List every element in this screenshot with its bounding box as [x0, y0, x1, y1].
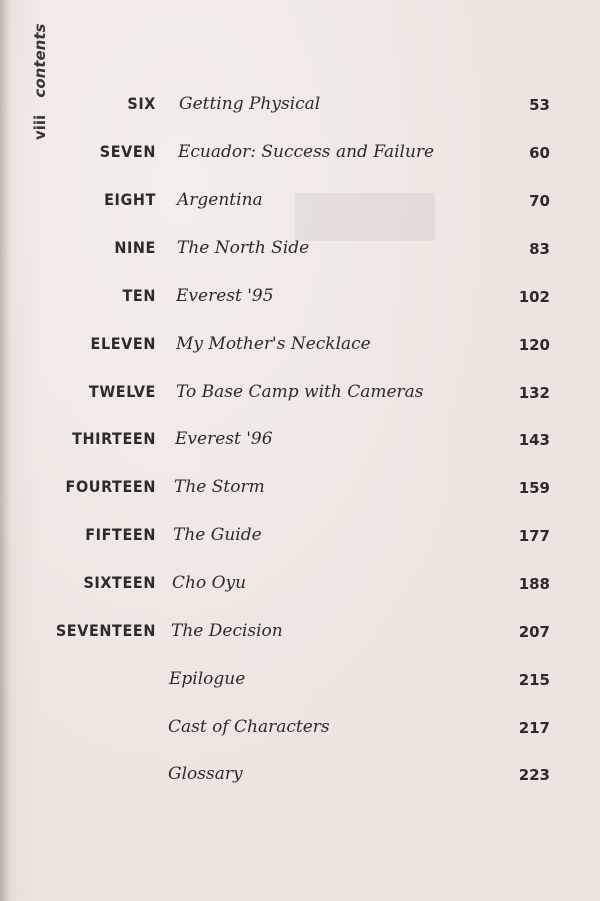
page-number: 207	[518, 623, 550, 641]
chapter-title: Everest '95	[176, 286, 274, 306]
toc-entry	[0, 525, 600, 555]
chapter-title: The Guide	[173, 525, 262, 545]
chapter-title: Ecuador: Success and Failure	[178, 142, 435, 162]
toc-entry	[0, 764, 600, 794]
page-number: 188	[518, 575, 550, 593]
chapter-number: FOURTEEN	[65, 477, 156, 496]
chapter-title: To Base Camp with Cameras	[176, 382, 424, 402]
toc-entry	[0, 573, 600, 603]
toc-entry	[0, 477, 600, 507]
toc-entry	[0, 190, 600, 220]
toc-entry	[0, 94, 600, 124]
running-head-section: contents	[31, 23, 49, 98]
chapter-number: FIFTEEN	[85, 525, 156, 544]
page-number: 102	[518, 288, 550, 306]
toc-entry	[0, 429, 600, 459]
chapter-title: Everest '96	[175, 429, 273, 449]
page-number: 83	[529, 240, 550, 258]
toc-entry	[0, 334, 600, 364]
page-number: 177	[518, 527, 550, 545]
page-number: 143	[518, 431, 550, 449]
chapter-title: The North Side	[177, 238, 310, 258]
page-number: 120	[518, 336, 550, 354]
page-number: 70	[529, 192, 550, 210]
page-number: 223	[518, 766, 550, 784]
toc-entry	[0, 669, 600, 699]
chapter-number: SEVEN	[99, 142, 156, 161]
page-number: 60	[529, 144, 550, 162]
page-number: 53	[529, 96, 550, 114]
chapter-title: The Storm	[174, 477, 265, 497]
toc-entry	[0, 621, 600, 651]
chapter-title: My Mother's Necklace	[176, 334, 371, 354]
chapter-number: THIRTEEN	[72, 429, 156, 448]
chapter-title: Argentina	[177, 190, 263, 210]
toc-entry	[0, 382, 600, 412]
chapter-number: NINE	[114, 238, 156, 257]
page-number: 159	[518, 479, 550, 497]
chapter-number: TWELVE	[88, 382, 156, 401]
chapter-number: EIGHT	[104, 190, 156, 209]
chapter-number: SEVENTEEN	[55, 621, 156, 640]
page-number: 217	[518, 719, 550, 737]
chapter-number: SIXTEEN	[83, 573, 156, 592]
toc-entry	[0, 717, 600, 747]
chapter-number: SIX	[127, 94, 156, 113]
toc-entry	[0, 238, 600, 268]
running-head-page-number: viii	[31, 114, 49, 140]
toc-entry	[0, 142, 600, 172]
chapter-title: The Decision	[171, 621, 283, 641]
chapter-number: ELEVEN	[90, 334, 156, 353]
chapter-title: Getting Physical	[179, 94, 321, 114]
chapter-title: Glossary	[168, 764, 243, 784]
page-number: 215	[518, 671, 550, 689]
toc-entry	[0, 286, 600, 316]
chapter-number: TEN	[122, 286, 156, 305]
chapter-title: Epilogue	[169, 669, 246, 689]
chapter-title: Cast of Characters	[168, 717, 330, 737]
chapter-title: Cho Oyu	[172, 573, 247, 593]
page-number: 132	[518, 384, 550, 402]
